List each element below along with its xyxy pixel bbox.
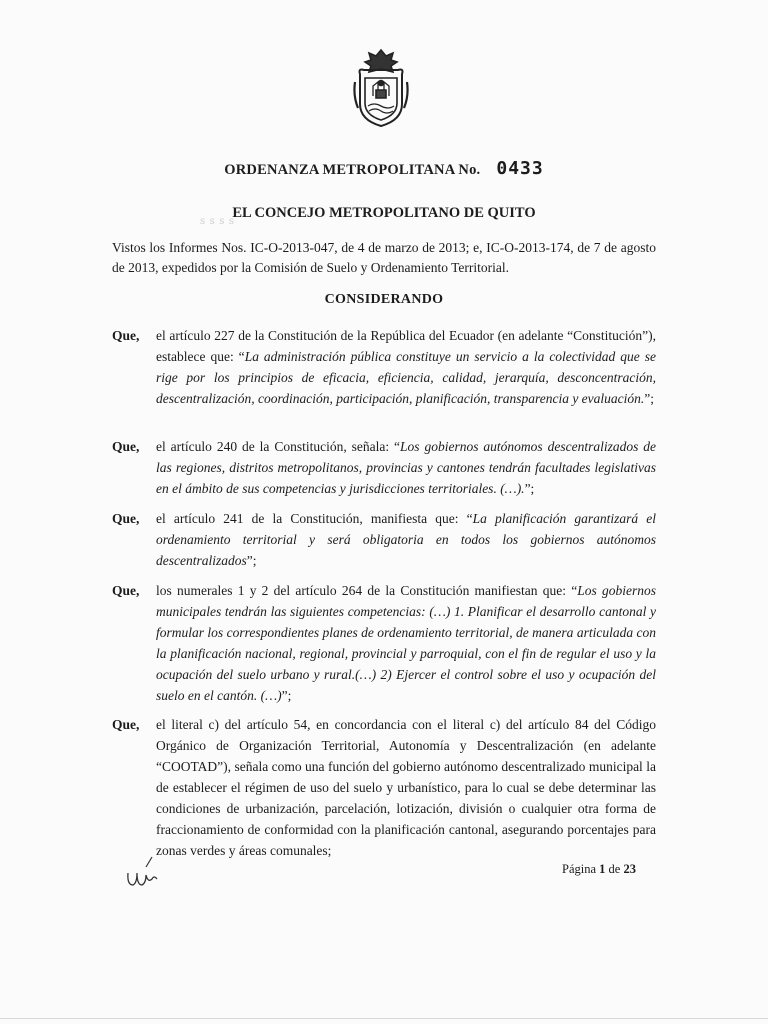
clause-label: Que, [112,583,140,598]
clause-quote: La administración pública constituye un servicio a la colectividad que se rige por los principios de eficacia, eficiencia, calidad, jerarquía, desconcentración, descentralización, coordinación, participación, planificación, transparencia y evaluación. [156,349,656,406]
ordinance-number: 0433 [496,158,544,179]
clause-body [156,436,656,499]
clause-label: Que, [112,328,140,343]
clause-body [156,714,656,861]
clause-tail: ”; [524,481,535,496]
clause-lead: el artículo 227 de la Constitución de la República del Ecuador (en adelante “Constitución”), establece que: “ [156,328,656,364]
clause-quote: La planificación garantizará el ordenamiento territorial y será obligatoria en todos los gobiernos autónomos descentralizados [156,511,656,568]
ordinance-title-text: ORDENANZA METROPOLITANA No. [224,162,481,178]
clause-lead: el artículo 240 de la Constitución, señala: “ [156,439,401,454]
handwritten-initials-icon [124,855,164,891]
council-heading: EL CONCEJO METROPOLITANO DE QUITO [232,205,536,221]
clause-lead: los numerales 1 y 2 del artículo 264 de la Constitución manifiestan que: “ [156,583,578,598]
clause-label: Que, [112,511,140,526]
clause-body [156,580,656,706]
clause-quote: Los gobiernos municipales tendrán las siguientes competencias: (…) 1. Planificar el desarrollo cantonal y formular los correspondientes planes de ordenamiento territorial, de manera articulada con la planificación nacional, regional, provincial y parroquial, con el fin de regular el uso y la ocupación del suelo urbano y rural.(…) 2) Ejercer el control sobre el uso y ocupación del suelo en el cantón. (…) [156,583,656,703]
clause-lead: el artículo 241 de la Constitución, manifiesta que: “ [156,511,473,526]
clause-1 [112,325,656,409]
page-current: 1 [599,862,606,876]
clause-body [156,325,656,409]
intro-paragraph: Vistos los Informes Nos. IC-O-2013-047, de 4 de marzo de 2013; e, IC-O-2013-174, de 7 de agosto de 2013, expedidos por la Comisión de Suelo y Ordenamiento Territorial. [112,240,656,275]
page-label: Página [562,862,597,876]
page-of: de [608,862,621,876]
faint-stamp-mark: ꜱ ꜱ ꜱ ꜱ [200,216,236,227]
clause-tail: ”; [644,391,655,406]
clause-body [156,508,656,571]
clause-label: Que, [112,439,140,454]
clause-tail: ”; [246,553,257,568]
clause-3 [112,508,656,571]
page-number [562,862,636,877]
clause-lead: el literal c) del artículo 54, en concordancia con el literal c) del artículo 84 del Código Orgánico de Organización Territorial, Autonomía y Descentralización (en adelante “COOTAD”), señala como una función del gobierno autónomo descentralizado municipal la de establecer el régimen de uso del suelo y urbanístico, para lo cual se debe determinar las condiciones de urbanización, parcelación, lotización, división o cualquier otra forma de fraccionamiento de conformidad con la planificación cantonal, asegurando porcentajes para zonas verdes y áreas comunales; [156,717,656,858]
quito-coat-of-arms-icon [352,48,410,128]
clause-4 [112,580,656,706]
scan-edge-divider [0,1018,768,1019]
clause-quote: Los gobiernos autónomos descentralizados de las regiones, distritos metropolitanos, provincias y cantones tendrán facultades legislativas en el ámbito de sus competencias y jurisdicciones territoriales. (…). [156,439,657,496]
clause-tail: ”; [281,688,292,703]
page-total: 23 [623,862,636,876]
considering-heading: CONSIDERANDO [324,292,444,307]
clause-label: Que, [112,717,140,732]
clause-2 [112,436,656,499]
clause-5 [112,714,656,861]
ordinance-title [0,158,768,179]
